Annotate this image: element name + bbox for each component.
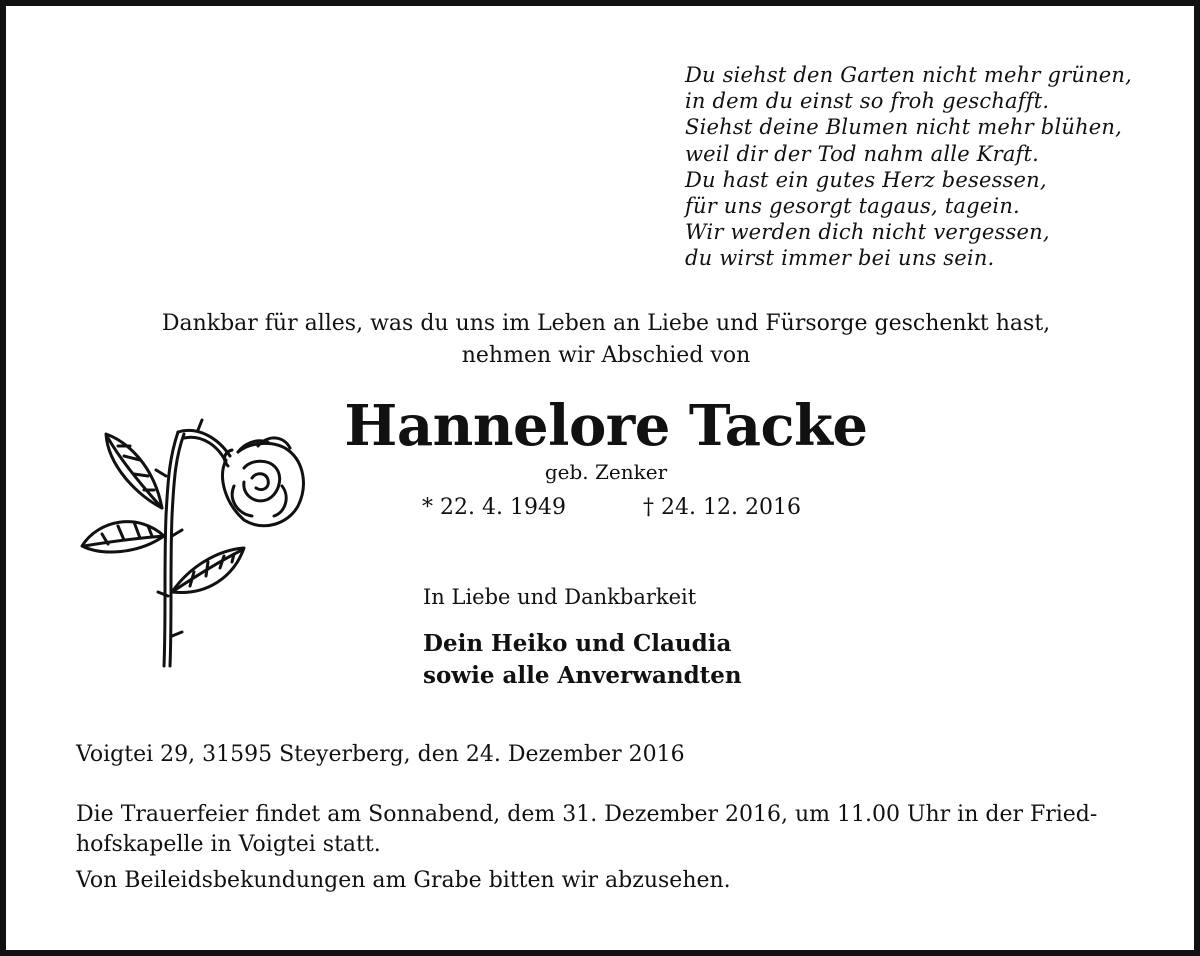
poem-line: in dem du einst so froh geschafft.: [685, 89, 1050, 114]
poem-line: weil dir der Tod nahm alle Kraft.: [685, 141, 1040, 166]
condolence-note: Von Beileidsbekundungen am Grabe bitten wir abzusehen.: [76, 868, 731, 893]
poem-line: Wir werden dich nicht vergessen,: [685, 220, 1050, 245]
intro-text: [6, 308, 1200, 372]
funeral-line: hofskapelle in Voigtei statt.: [76, 832, 381, 857]
funeral-line: Die Trauerfeier findet am Sonnabend, dem 31. Dezember 2016, um 11.00 Uhr in der Fried-: [76, 802, 1098, 827]
poem-line: Du siehst den Garten nicht mehr grünen,: [685, 63, 1133, 87]
family-line: Dein Heiko und Claudia: [423, 630, 732, 657]
poem-line: für uns gesorgt tagaus, tagein.: [685, 194, 1020, 219]
poem: [685, 62, 1132, 272]
closing-text: In Liebe und Dankbarkeit: [423, 585, 697, 609]
intro-line: Dankbar für alles, was du uns im Leben an Liebe und Fürsorge geschenkt hast,: [161, 311, 1051, 336]
funeral-info: [76, 800, 1146, 860]
deceased-name: Hannelore Tacke: [344, 393, 868, 459]
address-date-line: Voigtei 29, 31595 Steyerberg, den 24. Dezember 2016: [76, 742, 685, 767]
maiden-name: geb. Zenker: [544, 460, 668, 484]
poem-line: Siehst deine Blumen nicht mehr blühen,: [685, 115, 1123, 140]
intro-line: nehmen wir Abschied von: [461, 343, 751, 368]
poem-line: Du hast ein gutes Herz besessen,: [685, 167, 1047, 192]
poem-line: du wirst immer bei uns sein.: [685, 246, 995, 271]
family-line: sowie alle Anverwandten: [423, 662, 742, 689]
family-signature: [423, 628, 742, 692]
death-date: † 24. 12. 2016: [643, 495, 801, 520]
birth-date: * 22. 4. 1949: [422, 495, 566, 520]
